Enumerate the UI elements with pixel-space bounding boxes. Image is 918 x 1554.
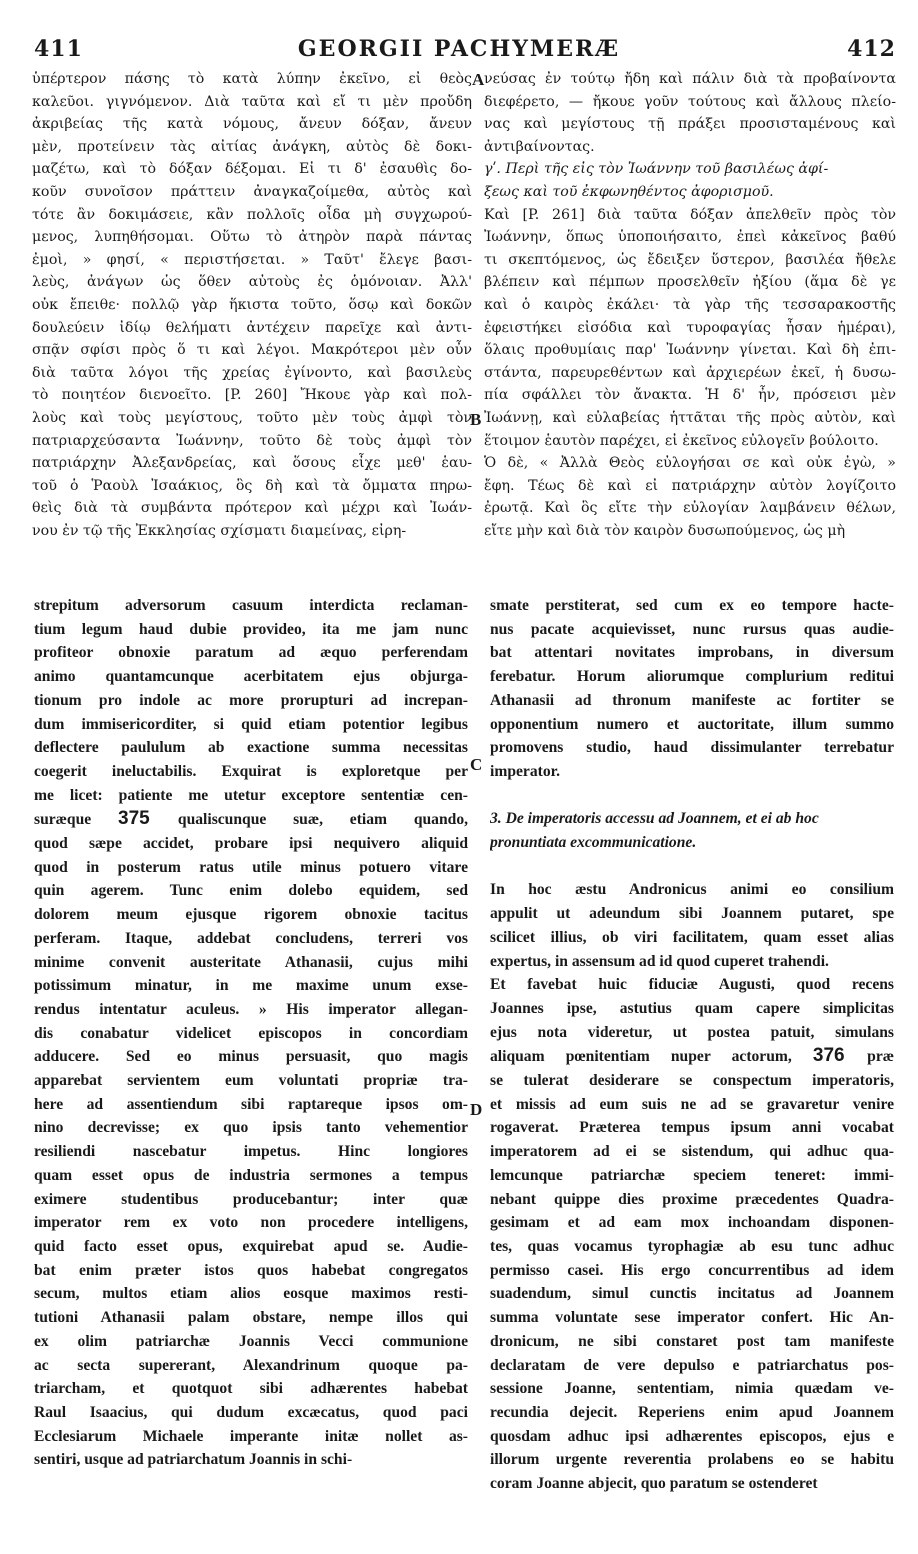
text-line: nino decrevisse; ex quo ipsis tanto vehementior: [34, 1119, 468, 1137]
text-line: νας καὶ μεγίστους τῇ πράξει προσισταμένους καὶ: [484, 116, 896, 133]
text-line: tionum pro indole ac more prorupturi ad increpan-: [34, 691, 468, 709]
text-line: resiliendi nascebatur impetus. Hinc longiores: [34, 1143, 468, 1161]
text-line: ejus nota videretur, ut postea patuit, simulans: [490, 1023, 894, 1041]
text-line: tes, quas vocamus tyrophagiæ ab esu tunc adhuc: [490, 1237, 894, 1255]
margin-letter-c: C: [470, 755, 483, 774]
text-line: triarcham, et quotquot sibi adhærentes habebat: [34, 1380, 468, 1398]
text-line: λεὺς, ἀνάγων ὡς ὅθεν αὐτοὺς ἐς ὁμόνοιαν. Ἀλλ': [32, 274, 472, 291]
text-line: here ad assentiendum sibi raptareque ipsos om-: [34, 1095, 468, 1113]
text-line: deflectere paululum ab exactione summa necessitas: [34, 739, 468, 757]
text-line: τοῦ ὁ Ῥαοὺλ Ἰσαάκιος, ὃς δὴ καὶ τὰ ὄμματα πηρω-: [32, 477, 472, 494]
text-line: ἐμοὶ, » φησί, « περιστήσεται. » Ταῦτ' ἔλεγε βασι-: [32, 251, 472, 268]
text-line: imperator.: [490, 762, 561, 780]
text-line: γʹ. Περὶ τῆς εἰς τὸν Ἰωάννην τοῦ βασιλέως ἀφί-: [484, 161, 829, 178]
text-line: se tulerat desiderare se conspectum imperatoris,: [490, 1072, 894, 1090]
text-line: rendus intentatur aculeus. » His imperator allegan-: [34, 1000, 468, 1018]
text-line: Ἰωάννῃ, καὶ εὐλαβείας ἡττᾶται τῆς πρὸς αὐτὸν, καὶ: [484, 409, 896, 426]
text-line: θεὶς διὰ τὰ συμβάντα πρότερον καὶ μέχρι καὶ Ἰωάν-: [32, 500, 472, 517]
text-line: οὐκ ἔπειθε· πολλῷ γὰρ ἥκιστα τοῦτο, ὅσῳ καὶ δοκῶν: [32, 296, 472, 313]
text-line: διεφέρετο, — ἤκουε γοῦν τούτους καὶ ἄλλους πλείο-: [484, 93, 896, 110]
text-line: minime convenit austeritate Athanasii, cujus mihi: [34, 953, 468, 971]
text-line: quod sæpe accidet, probare ipsi nequivero aliquid: [34, 835, 468, 853]
text-line: profiteor obnoxie paratum ad æquo perferendam: [34, 644, 468, 662]
text-line: dronicum, ne sibi constaret post tam manifeste: [490, 1332, 894, 1350]
text-line: promovens studio, haud dissimulanter terrebatur: [490, 739, 894, 757]
text-line: quod in posterum ratus utile minus potuero vitare: [34, 858, 468, 876]
text-line: 3. De imperatoris accessu ad Joannem, et ei ab hoc: [490, 810, 819, 828]
text-line: δουλεύειν ἰδίῳ θελήματι ἀντέχειν παρεῖχε καὶ ἀντι-: [32, 319, 472, 336]
text-line: bat enim præter istos quos habebat congregatos: [34, 1261, 468, 1279]
text-line: quin agerem. Tunc enim dolebo equidem, sed: [34, 882, 468, 900]
text-line: illorum urgente reverentia prolabens eo se habitu: [490, 1451, 894, 1469]
text-line: coram Joanne abjecit, quo paratum se ostenderet: [490, 1475, 818, 1493]
text-line: dolorem meum ejusque rigorem obnoxie tacitus: [34, 906, 468, 924]
text-line: πία σφάλλει τὸν ἄνακτα. Ἡ δ' ἦν, πρόσεισι μὲν: [484, 387, 896, 404]
text-line: aliquam pœnitentiam nuper actorum, 376 præ: [490, 1045, 894, 1067]
text-line: τότε ἂν δοκιμάσειε, κἂν πολλοῖς οἶδα μὴ συγχωρού-: [32, 206, 472, 223]
margin-letter-a: A: [472, 70, 485, 89]
text-line: ξεως καὶ τοῦ ἐκφωνηθέντος ἀφορισμοῦ.: [484, 183, 774, 200]
margin-letter-d: D: [470, 1100, 483, 1119]
text-line: ὅλαις προθυμίαις παρ' Ἰωάννην γίνεται. Καὶ δὴ ἐπι-: [484, 342, 896, 359]
text-line: sessione Joanne, sententiam, nimia quædam ve-: [490, 1380, 894, 1398]
text-line: rogaverat. Præterea tempus ipsum anni vocabat: [490, 1119, 894, 1137]
right-page-number: 412: [847, 36, 896, 62]
text-line: expertus, in assensum ad id quod cuperet trahendi.: [490, 952, 829, 970]
left-page-number: 411: [34, 36, 83, 62]
text-line: Ἰωάννην, ὅπως ὑποποιήσαιτο, ἐπεὶ κἀκεῖνος βαθύ: [484, 229, 896, 246]
text-line: me licet: patiente me utetur exceptore sententiæ cen-: [34, 786, 468, 804]
text-line: ac secta supererant, Alexandrinum quoque pa-: [34, 1356, 468, 1374]
text-line: potissimum minatur, in me maxime unum exse-: [34, 977, 468, 995]
text-line: pronuntiata excommunicatione.: [490, 834, 697, 852]
text-line: μαζέτω, καὶ τὸ δόξαν δέξομαι. Εἰ τι δ' ἐσαυθὶς δο-: [32, 161, 472, 178]
text-line: imperatorem ad ei se sistendum, qui adhuc qua-: [490, 1143, 894, 1161]
text-line: bat attentari novitates improbans, in diversum: [490, 644, 894, 662]
text-line: adducere. Sed eo minus persuasit, quo magis: [34, 1048, 468, 1066]
page-marker: 375: [118, 808, 178, 830]
text-line: διὰ ταῦτα λόγοι τῆς χρείας ἐγίνοντο, καὶ βασιλεὺς: [32, 364, 472, 381]
text-line: secum, multos etiam alios eosque maximos resti-: [34, 1285, 468, 1303]
text-line: καλεῦοι. γιγνόμενον. Διὰ ταῦτα καὶ εἴ τι μὲν προὔδη: [32, 93, 472, 110]
text-line: βλέπειν καὶ πέμπων προσελθεῖν ἠξίου (ἅμα δὲ γε: [484, 274, 896, 291]
text-line: perferam. Itaque, addebat concludens, terreri vos: [34, 929, 468, 947]
text-line: στάντα, παρευρεθέντων καὶ ἀρχιερέων ἐκεῖ, ἡ δυσω-: [484, 364, 896, 381]
text-line: λοὺς καὶ τοὺς μεγίστους, τοῦτο μὲν τοὺς ἀμφὶ τὸν: [32, 409, 472, 426]
running-title: GEORGII PACHYMERÆ: [297, 36, 621, 62]
text-line: Raul Isaacius, qui dudum excæcatus, quod paci: [34, 1403, 468, 1421]
text-line: ἀκριβείας τῆς κατὰ νόμους, ἄνευν δόξαν, ἄνευν: [32, 116, 472, 133]
greek-column-left: [32, 68, 472, 542]
text-line: ἔφη. Τέως δὲ καὶ εἰ πατριάρχην αὐτὸν λογίζοιτο: [484, 477, 896, 494]
text-line: Ὁ δὲ, « Ἀλλὰ Θεὸς εὐλογήσαι σε καὶ οὐκ ἐγὼ, »: [484, 455, 896, 472]
text-line: ἐφειστήκει εἰσόδια καὶ τυροφαγίας ἦσαν ἡμέραι),: [484, 319, 896, 336]
margin-letter-b: B: [470, 410, 482, 429]
text-line: quosdam adhuc ipsi adhærentes episcopos, ejus e: [490, 1427, 894, 1445]
text-line: νου ἐν τῷ τῆς Ἐκκλησίας σχίσματι διαμείνας, εἰρη-: [32, 522, 407, 539]
text-line: dis conabatur videlicet episcopos in concordiam: [34, 1024, 468, 1042]
page-marker: 376: [812, 1045, 868, 1067]
text-line: σπᾷν σφίσι πρὸς ὅ τι καὶ λέγοι. Μακρότεροι μὲν οὖν: [32, 342, 472, 359]
text-line: strepitum adversorum casuum interdicta reclaman-: [34, 597, 468, 614]
text-line: μενος, λυπηθήσομαι. Οὕτω τὸ ἀτηρὸν παρὰ πάντας: [32, 229, 472, 246]
text-line: εἴτε μὴν καὶ διὰ τὸν καιρὸν δυσωπούμενος, ὡς μὴ: [484, 522, 846, 539]
text-line: nebant quippe dies proxime præcedentes Quadra-: [490, 1190, 894, 1208]
text-line: imperator rem ex voto non procedere intelligens,: [34, 1214, 468, 1232]
text-line: ἀντιβαίνοντας.: [484, 138, 595, 155]
text-line: et missis ad eum suis ne ad se gravaretur venire: [490, 1095, 894, 1113]
text-line: μὲν, προτείνειν τὰς αἰτίας ἀνάγκη, αὐτὸς δὲ δοκι-: [32, 138, 472, 155]
text-line: declaratam de vere depulso e patriarchatus pos-: [490, 1356, 894, 1374]
text-line: suadendum, simul cunctis incitatus ad Joannem: [490, 1285, 894, 1303]
text-line: eximere studentibus producebantur; inter quæ: [34, 1190, 468, 1208]
text-line: quid facto esset opus, exquirebat apud se. Audie-: [34, 1237, 468, 1255]
text-line: ὑπέρτερον πάσης τὸ κατὰ λύπην ἐκεῖνο, εἰ θεὸς: [32, 71, 472, 87]
text-line: πατριαρχεύσαντα Ἰωάννην, τοῦτο δὲ τοὺς ἀμφὶ τὸν: [32, 432, 472, 449]
text-line: permisso casei. His ergo concurrentibus ad idem: [490, 1261, 894, 1279]
text-line: ex olim patriarchæ Joannis Vecci communione: [34, 1332, 468, 1350]
text-line: [490, 855, 894, 879]
text-line: νεύσας ἐν τούτῳ ἤδη καὶ πάλιν διὰ τὰ προβαίνοντα: [484, 71, 896, 87]
text-line: apparebat servientem eum voluntati propriæ tra-: [34, 1072, 468, 1090]
text-line: [490, 784, 894, 808]
text-line: smate perstiterat, sed cum ex eo tempore hacte-: [490, 597, 894, 614]
text-line: recundia dejecit. Reperiens enim apud Joannem: [490, 1403, 894, 1421]
text-line: appulit ut adeundum sibi Joannem putaret, spe: [490, 905, 894, 923]
text-line: In hoc æstu Andronicus animi eo consilium: [490, 881, 894, 899]
text-line: suræque 375 qualiscunque suæ, etiam quando,: [34, 808, 468, 830]
text-line: ἕτοιμον ἑαυτὸν παρέχει, εἰ ἐκεῖνος εὐλογεῖν βούλοιτο.: [484, 432, 879, 449]
text-line: κοῦν συνοῖσον πράττειν ἀναγκαζοίμεθα, αὐτὸς καὶ: [32, 183, 472, 200]
text-line: coegerit ineluctabilis. Exquirat is exploretque per: [34, 762, 468, 780]
text-line: Joannes ipse, astutius quam capere simplicitas: [490, 999, 894, 1017]
text-line: πατριάρχην Ἀλεξανδρείας, καὶ ὅσους εἶχε μεθ' ἑαυ-: [32, 455, 472, 472]
text-line: quam esset opus de industria sermones a tempus: [34, 1166, 468, 1184]
text-line: dum immisericorditer, si quid etiam potentior legibus: [34, 715, 468, 733]
text-line: ἐρωτᾷ. Καὶ ὃς εἴτε τὴν εὐλογίαν λαμβάνειν θέλων,: [484, 500, 896, 517]
text-line: scilicet illius, ob viri facilitatem, quam esset alias: [490, 928, 894, 946]
text-line: opponentium numero et auctoritate, illum summo: [490, 715, 894, 733]
text-line: ferebatur. Horum aliorumque complurium reditui: [490, 668, 894, 686]
text-line: nus pacate acquievisset, nunc rursus quas audie-: [490, 620, 894, 638]
latin-column-left: [34, 594, 468, 1472]
text-line: Athanasii ad thronum manifeste ac fortiter se: [490, 691, 894, 709]
text-line: lemcunque patriarchæ speciem teneret: immi-: [490, 1166, 894, 1184]
text-line: sentiri, usque ad patriarchatum Joannis in schi-: [34, 1451, 353, 1469]
text-line: τὸ ποιητέον διενοεῖτο. [P. 260] Ἤκουε γὰρ καὶ πολ-: [32, 387, 472, 404]
text-line: τι σκεπτόμενος, ὡς ἔδειξεν ὕστερον, βασιλέα ἤθελε: [484, 251, 896, 268]
text-line: gesimam et ad eam mox inchoandam disponen-: [490, 1214, 894, 1232]
latin-column-right: [490, 594, 894, 1496]
text-line: animo quantamcunque acerbitatem ejus objurga-: [34, 668, 468, 686]
text-line: tium legum haud dubie provideo, ita me jam nunc: [34, 620, 468, 638]
text-line: Et favebat huic fiduciæ Augusti, quod recens: [490, 976, 894, 994]
text-line: Καὶ [P. 261] διὰ ταῦτα δόξαν ἀπελθεῖν πρὸς τὸν: [484, 206, 896, 223]
text-line: summa voluntate sese imperator confert. Hic An-: [490, 1309, 894, 1327]
text-line: καὶ ὁ καιρὸς ἐκάλει· τὰ γὰρ τῆς τεσσαρακοστῆς: [484, 296, 896, 313]
text-line: tutioni Athanasii palam obstare, nempe illos qui: [34, 1309, 468, 1327]
greek-column-right: [484, 68, 896, 542]
text-line: Ecclesiarum Michaele imperante initæ nollet as-: [34, 1427, 468, 1445]
